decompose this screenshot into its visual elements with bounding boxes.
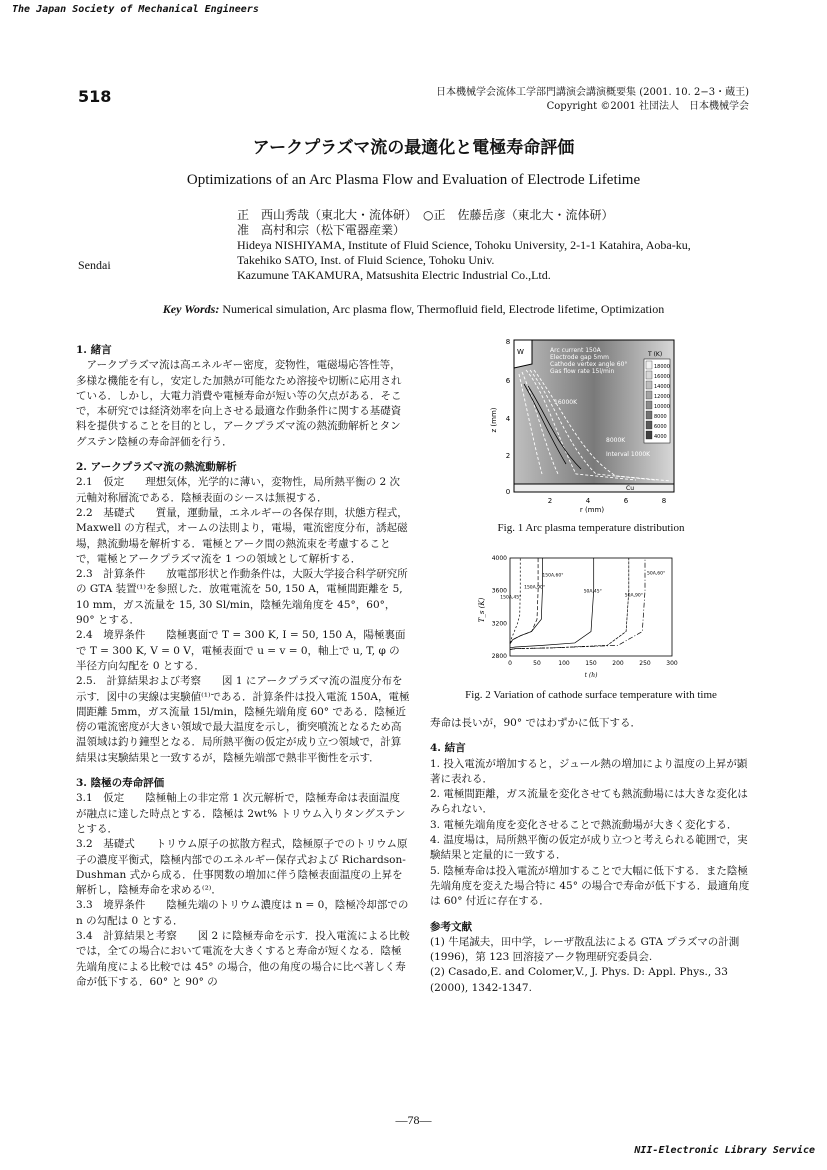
chart2-x-tick: 150: [585, 660, 597, 667]
paragraph: 5. 陰極寿命は投入電流が増加することで大幅に低下する．また陰極先端角度を変えた場合特に 45° の場合で寿命が低下する．最適角度は 60° 付近に存在する．: [430, 864, 750, 908]
authors-jp-line1: 正 西山秀哉（東北大・流体研） ○正 佐藤岳彦（東北大・流体研）: [237, 208, 614, 222]
chart2-x-tick: 0: [508, 660, 512, 667]
colorbar-swatch: [646, 391, 652, 399]
chart2-x-tick: 200: [612, 660, 624, 667]
authors-jp-line2: 准 高村和宗（松下電器産業）: [237, 223, 406, 237]
colorbar: [644, 351, 670, 443]
paragraph: 2.5. 計算結果および考察 図 1 にアークプラズマ流の温度分布を示す．図中の実線は実験値⁽¹⁾である．計算条件は投入電流 150A，電極間距離 5mm，ガス流量 15l/min，陰極先端角度 60° である．陰極近傍の電流密度が大きい領域で最大温度を示し，衝突噴流となるため高温領域は釣り鐘型となる．局所熱平衡の仮定が成り立つ領域で，計算結果は実験結果と一致するが，陰極先端部で熱非平衡性を示す．: [76, 675, 410, 764]
paragraph: 3.4 計算結果と考察 図 2 に陰極寿命を示す．投入電流による比較では，全ての場合において電流を大きくすると寿命が短くなる．陰極先端角度による比較では 45° の場合，他の角度の場合に比べ著しく寿命が低下する．60° と 90° の: [76, 929, 410, 988]
figure-1: [486, 334, 702, 514]
section-heading: 1. 緒言: [76, 344, 112, 356]
chart2-series-line: [510, 558, 645, 649]
chart2-series: [510, 558, 645, 649]
temperature-contour-plot: [486, 334, 702, 514]
fig2-caption: Fig. 2 Variation of cathode surface temperature with time: [465, 689, 717, 701]
annot-angle: Cathode vertex angle 60°: [550, 361, 628, 368]
colorbar-tick-label: 12000: [654, 394, 670, 400]
colorbar-tick-label: 10000: [654, 404, 670, 410]
colorbar-swatch: [646, 411, 652, 419]
annot-current: Arc current 150A: [550, 347, 601, 354]
section-heading: 3. 陰極の寿命評価: [76, 777, 165, 790]
colorbar-swatch: [646, 381, 652, 389]
y-tick-4: 4: [505, 415, 511, 423]
y-tick-6: 6: [505, 377, 511, 385]
x-tick-6: 6: [623, 497, 629, 505]
chart2-series-label: 50A,45°: [583, 589, 602, 595]
colorbar-tick-label: 14000: [654, 384, 670, 390]
chart2-y-label: T_s (K): [478, 597, 486, 623]
authors-en-line1: Hideya NISHIYAMA, Institute of Fluid Science, Tohoku University, 2-1-1 Katahira, Aoba-ku,: [237, 238, 691, 252]
y-tick-0: 0: [505, 488, 511, 496]
colorbar-swatch: [646, 431, 652, 439]
annot-flow: Gas flow rate 15l/min: [550, 368, 615, 375]
colorbar-tick-label: 6000: [654, 424, 667, 430]
paragraph: 2.1 仮定 理想気体，光学的に薄い，変物性，局所熱平衡の 2 次元軸対称層流である．陰極表面のシースは無視する．: [76, 476, 401, 504]
section-heading: 2. アークプラズマ流の熱流動解析: [76, 461, 237, 474]
paragraph: 2.4 境界条件 陰極裏面で T = 300 K, I = 50, 150 A，陽極裏面で T = 300 K, V = 0 V，電極表面で u = v = 0，軸上で u, T, φ の半径方向勾配を 0 とする．: [76, 629, 406, 672]
keywords: [0, 302, 827, 317]
chart2-series-label: 150A,90°: [524, 585, 546, 591]
keywords-text: Numerical simulation, Arc plasma flow, Thermofluid field, Electrode lifetime, Optimization: [219, 302, 665, 316]
copper-anode-shape: [514, 484, 674, 492]
chart2-x-tick: 50: [533, 660, 541, 667]
author-city: Sendai: [78, 258, 111, 272]
page-number: 518: [78, 87, 112, 106]
proceedings-title: 日本機械学会流体工学部門講演会講演概要集 (2001. 10. 2−3・蔵王): [436, 87, 749, 98]
chart2-y-tick: 3600: [491, 587, 507, 595]
copper-label: Cu: [626, 485, 634, 492]
figure-2: [478, 550, 692, 680]
chart2-y-tick: 4000: [491, 555, 507, 562]
y-tick-2: 2: [505, 452, 511, 460]
page-footer-number: —78—: [395, 1113, 432, 1127]
chart2-series-label: 50A,60°: [647, 571, 666, 577]
chart2-y-tick: 2800: [491, 653, 507, 660]
section-heading: 4. 結言: [430, 742, 466, 755]
paragraph: 2.3 計算条件 放電部形状と作動条件は，大阪大学接合科学研究所の GTA 装置⁽¹⁾を参照した．放電電流を 50, 150 A，電極間距離を 5, 10 mm，ガス流量を 15, 30 Sl/min，陰極先端角度を 45°，60°，90° とする．: [76, 568, 408, 627]
paragraph: 2.2 基礎式 質量，運動量，エネルギーの各保存則，状態方程式，Maxwell の方程式，オームの法則より，電場，電流密度分布，誘起磁場，熱流動場を解析する．電極とアーク間の熱流束を考慮することで，電極とアークプラズマ流を 1 つの領域として解析する．: [76, 506, 408, 565]
paragraph: 3.1 仮定 陰極軸上の非定常 1 次元解析で，陰極寿命は表面温度が融点に達した時点とする．陰極は 2wt% トリウム入りタングステンとする．: [76, 792, 406, 835]
paragraph: 3. 電極先端角度を変化させることで熱流動場が大きく変化する．: [430, 818, 738, 831]
colorbar-tick-label: 4000: [654, 434, 667, 440]
colorbar-swatch: [646, 371, 652, 379]
label-16000k: 16000K: [554, 399, 578, 406]
x-tick-2: 2: [547, 497, 553, 505]
chart2-series-line: [510, 558, 629, 649]
annot-gap: Electrode gap 5mm: [550, 354, 609, 361]
colorbar-swatch: [646, 361, 652, 369]
society-header: The Japan Society of Mechanical Engineers: [12, 4, 259, 15]
y-axis-label: z (mm): [490, 407, 498, 433]
chart2-x-tick: 250: [639, 660, 651, 667]
colorbar-tick-label: 18000: [654, 364, 670, 370]
x-tick-8: 8: [661, 497, 667, 505]
chart2-x-tick: 100: [558, 660, 570, 667]
paragraph: 寿命は長いが，90° ではわずかに低下する．: [430, 717, 641, 729]
left-column: [76, 333, 410, 990]
x-tick-4: 4: [585, 497, 591, 505]
label-interval: Interval 1000K: [606, 451, 651, 458]
chart2-series-label: 50A,90°: [624, 593, 644, 599]
y-tick-8: 8: [505, 338, 511, 346]
paragraph: アークプラズマ流は高エネルギー密度，変物性，電磁場応答性等，多様な機能を有し，安定した加熱が可能なため溶接や切断に応用されている．しかし，大電力消費や電極寿命が短い等の欠点がある．そこで，本研究では経済効率を向上させる最適な作動条件に関する基礎資料を提供することを目的とし，アークプラズマ流の熱流動解析とタングステン陰極の寿命評価を行う．: [76, 359, 402, 448]
chart2-x-tick: 300: [666, 660, 678, 667]
x-axis-label: r (mm): [579, 506, 605, 514]
paragraph: 2. 電極間距離，ガス流量を変化させても熱流動場には大きな変化はみられない．: [430, 788, 748, 816]
chart2-series-labels: [500, 571, 665, 601]
author-block: [237, 208, 691, 283]
cathode-temperature-chart: [478, 550, 692, 680]
keywords-label: Key Words:: [162, 302, 220, 316]
colorbar-title: T (K): [648, 351, 663, 358]
colorbar-swatch: [646, 401, 652, 409]
authors-en-line2: Takehiko SATO, Inst. of Fluid Science, Tohoku Univ.: [237, 253, 495, 267]
paragraph: (2) Casado,E. and Colomer,V., J. Phys. D: Appl. Phys., 33 (2000), 1342-1347.: [430, 966, 728, 994]
fig1-caption: Fig. 1 Arc plasma temperature distribution: [497, 522, 685, 534]
right-column: [430, 716, 752, 996]
authors-en-line3: Kazumune TAKAMURA, Matsushita Electric Industrial Co.,Ltd.: [237, 268, 551, 282]
chart2-series-label: 150A,60°: [542, 573, 564, 579]
nii-footer: NII-Electronic Library Service: [634, 1145, 815, 1156]
chart2-series-line: [510, 558, 594, 648]
chart2-series-label: 150A,45°: [500, 595, 522, 601]
colorbar-swatch: [646, 421, 652, 429]
paragraph: 3.2 基礎式 トリウム原子の拡散方程式，陰極原子でのトリウム原子の濃度平衡式，陰極内部でのエネルギー保存式および Richardson-Dushman 式から成る．仕事関数の増加に伴う陰極表面温度の上昇を解析し，陰極寿命を求める⁽²⁾．: [76, 838, 408, 897]
paragraph: 4. 温度場は，局所熱平衡の仮定が成り立つと考えられる範囲で，実験結果と定量的に一致する．: [430, 834, 748, 862]
chart2-x-label: t (h): [584, 672, 598, 679]
section-heading: 参考文献: [430, 920, 472, 933]
colorbar-tick-label: 16000: [654, 374, 670, 380]
paragraph: 3.3 境界条件 陰極先端のトリウム濃度は n = 0，陰極冷却部での n の勾配は 0 とする．: [76, 899, 409, 927]
chart2-y-tick: 3200: [491, 620, 507, 628]
colorbar-tick-label: 8000: [654, 414, 667, 420]
paragraph: (1) 牛尾誠夫，田中学，レーザ散乱法による GTA プラズマの計測 (1996)，第 123 回溶接アーク物理研究委員会.: [430, 935, 740, 964]
label-8000k: 8000K: [606, 437, 626, 444]
proceedings-info: [436, 86, 749, 114]
copyright: Copyright ©2001 社団法人 日本機械学会: [546, 101, 749, 112]
title-japanese: アークプラズマ流の最適化と電極寿命評価: [252, 138, 575, 158]
tungsten-label: W: [517, 348, 524, 356]
title-english: Optimizations of an Arc Plasma Flow and Evaluation of Electrode Lifetime: [186, 172, 641, 188]
paragraph: 1. 投入電流が増加すると，ジュール熱の増加により温度の上昇が顕著に表れる．: [430, 757, 748, 785]
